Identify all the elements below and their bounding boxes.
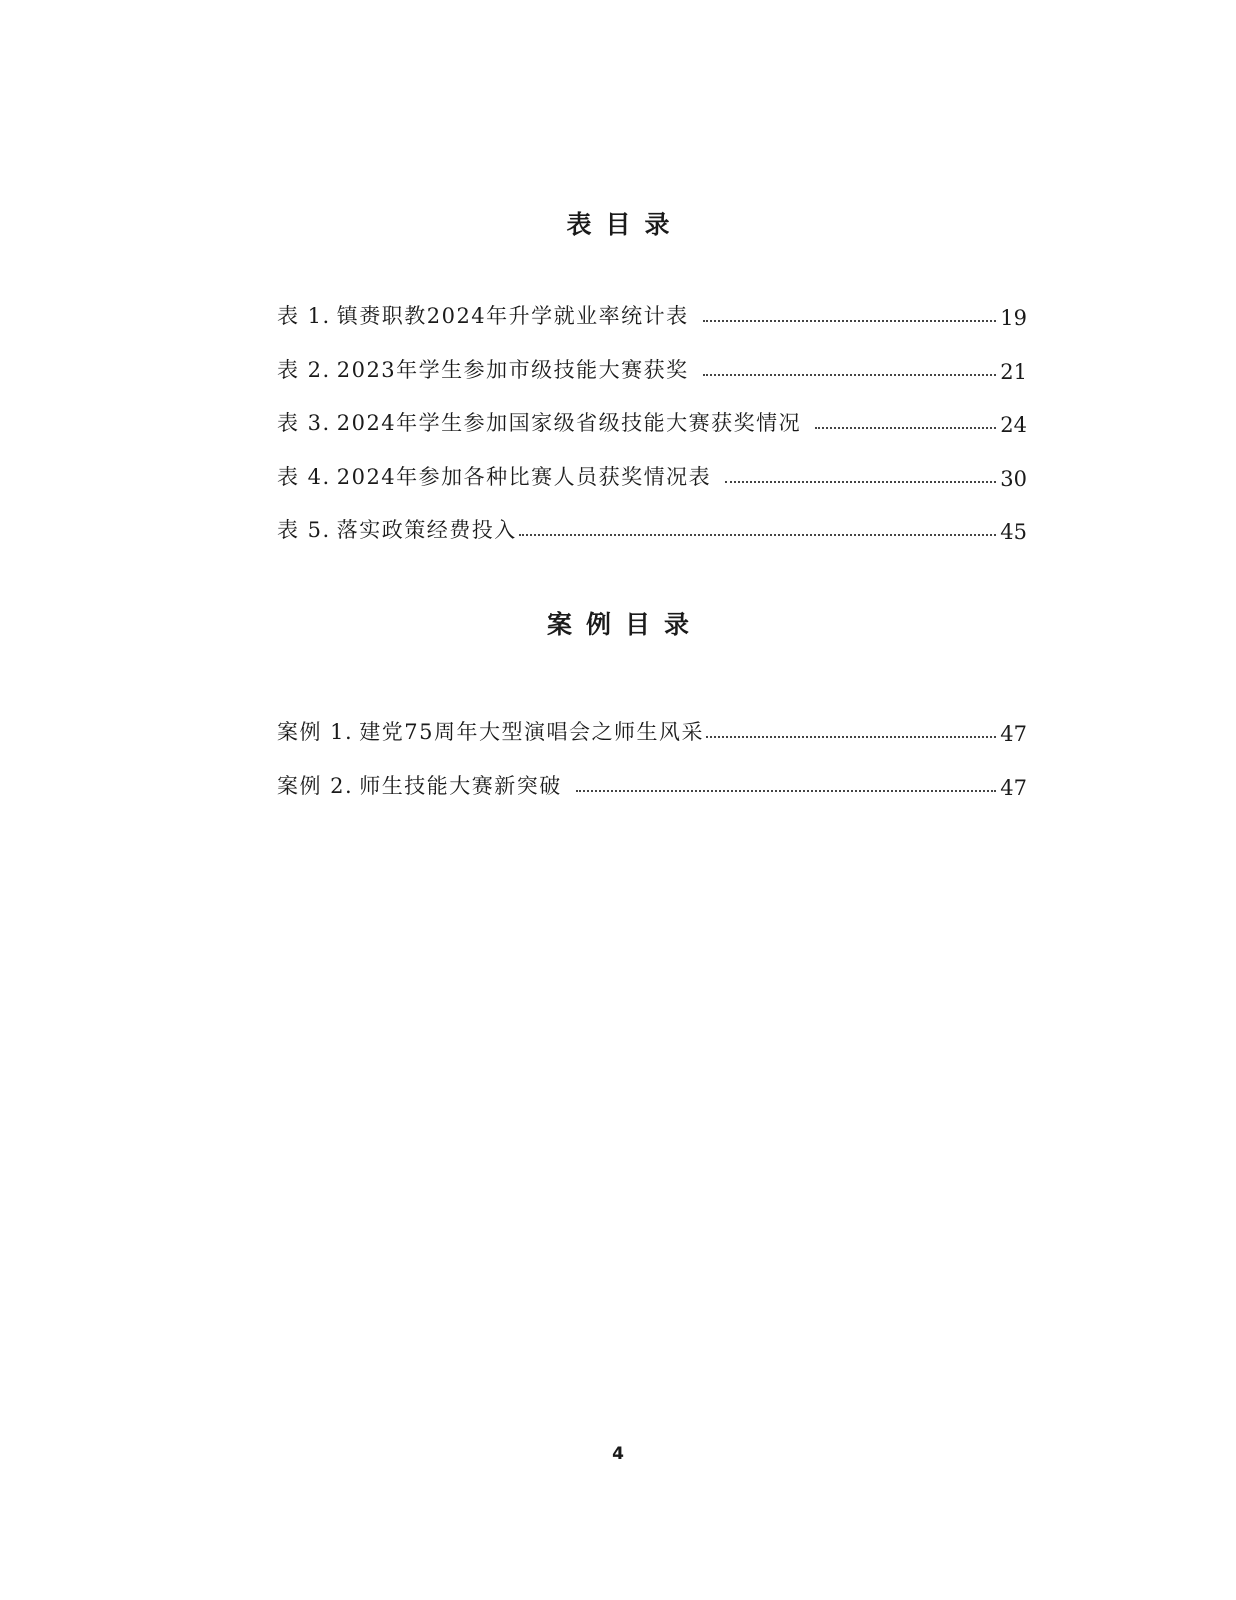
- toc-entry-prefix: 案例 1.: [277, 720, 354, 744]
- toc-entry-title: 落实政策经费投入: [336, 518, 517, 542]
- toc-entry-page-number: 47: [1000, 775, 1027, 800]
- toc-entry-prefix: 表 5.: [277, 518, 331, 542]
- dot-leader: [703, 374, 997, 376]
- dot-leader: [815, 427, 996, 429]
- table-of-cases-heading: 案例目录: [546, 610, 703, 639]
- toc-entry-title: 师生技能大赛新突破: [359, 773, 562, 798]
- toc-entry-page-number: 21: [1000, 359, 1027, 384]
- toc-entry-case-1[interactable]: [277, 712, 1027, 746]
- toc-entry-table-2[interactable]: [277, 350, 1027, 384]
- toc-entry-title: 2024年学生参加国家级省级技能大赛获奖情况: [336, 411, 802, 435]
- dot-leader: [725, 481, 996, 483]
- toc-entry-prefix: 表 2.: [277, 357, 331, 382]
- toc-entry-page-number: 19: [1000, 306, 1027, 330]
- table-of-tables-list: [277, 296, 1027, 564]
- toc-entry-page-number: 45: [1000, 520, 1027, 544]
- toc-entry-prefix: 表 3.: [277, 411, 331, 435]
- table-of-tables-heading: 表目录: [566, 210, 684, 239]
- toc-entry-title: 镇赉职教2024年升学就业率统计表: [336, 304, 689, 328]
- dot-leader: [519, 534, 997, 536]
- toc-entry-table-1[interactable]: [277, 296, 1027, 330]
- toc-entry-case-2[interactable]: [277, 766, 1027, 800]
- toc-entry-table-4[interactable]: [277, 457, 1027, 491]
- dot-leader: [576, 790, 997, 792]
- toc-entry-table-3[interactable]: [277, 403, 1027, 437]
- toc-entry-title: 建党75周年大型演唱会之师生风采: [359, 720, 704, 744]
- toc-entry-prefix: 表 4.: [277, 464, 331, 489]
- toc-entry-title: 2023年学生参加市级技能大赛获奖: [336, 357, 689, 382]
- dot-leader: [706, 736, 996, 738]
- toc-entry-prefix: 表 1.: [277, 304, 331, 328]
- toc-entry-page-number: 24: [1000, 413, 1027, 437]
- toc-entry-title: 2024年参加各种比赛人员获奖情况表: [336, 464, 712, 489]
- toc-entry-table-5[interactable]: [277, 510, 1027, 544]
- toc-entry-page-number: 47: [1000, 722, 1027, 746]
- table-of-cases-list: [277, 712, 1027, 819]
- toc-entry-page-number: 30: [1000, 466, 1027, 491]
- dot-leader: [703, 320, 997, 322]
- page-number: 4: [612, 1444, 624, 1464]
- toc-entry-prefix: 案例 2.: [277, 773, 354, 798]
